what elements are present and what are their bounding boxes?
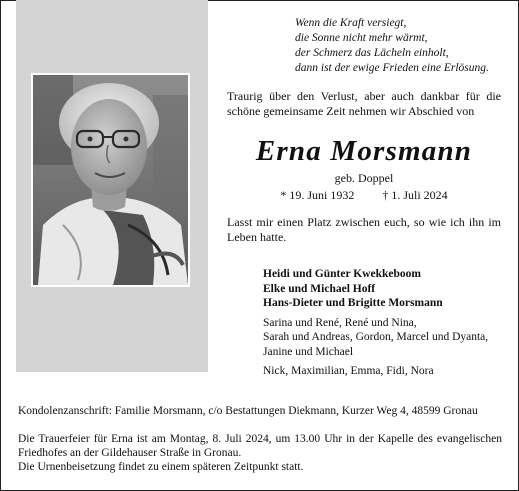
poem-line: die Sonne nicht mehr wärmt, [295, 32, 428, 44]
poem-line: der Schmerz das Lächeln einholt, [295, 47, 449, 59]
grandchildren-line: Janine und Michael [263, 345, 354, 358]
condolence-address: Kondolenzanschrift: Familie Morsmann, c/o Bestattungen Diekmann, Kurzer Weg 4, 48599 Gronau [18, 405, 478, 417]
life-dates [227, 188, 501, 203]
poem-line: dann ist der ewige Frieden eine Erlösung. [295, 62, 489, 74]
mourner-family: Hans-Dieter und Brigitte Morsmann [263, 297, 443, 309]
grandchildren-line: Sarah und Andreas, Gordon, Marcel und Dyanta, [263, 331, 489, 343]
funeral-service-text: Die Trauerfeier für Erna ist am Montag, 8. Juli 2024, um 13.00 Uhr in der Kapelle des evangelischen Friedhofes an der Gildehauser Straße in Gronau. [18, 433, 502, 459]
urn-burial-text: Die Urnenbeisetzung findet zu einem späteren Zeitpunkt statt. [18, 461, 304, 473]
intro-text: Traurig über den Verlust, aber auch dankbar für die schöne gemeinsame Zeit nehmen wir Abschied von [227, 89, 501, 118]
portrait-photo [33, 75, 188, 285]
mourners-list [263, 267, 508, 379]
quote-text: Lasst mir einen Platz zwischen euch, so wie ich ihn im Leben hatte. [227, 215, 501, 244]
great-grandchildren-line: Nick, Maximilian, Emma, Fidi, Nora [263, 365, 434, 377]
mourner-family: Elke und Michael Hoff [263, 282, 376, 295]
portrait-frame [31, 73, 190, 287]
birth-date: * 19. Juni 1932 [280, 188, 355, 202]
poem-line: Wenn die Kraft versiegt, [295, 17, 407, 29]
funeral-info [18, 432, 502, 474]
death-date: † 1. Juli 2024 [382, 188, 448, 202]
mourner-family: Heidi und Günter Kwekkeboom [263, 268, 421, 280]
poem [295, 16, 489, 76]
deceased-name: Erna Morsmann [255, 135, 473, 167]
grandchildren-line: Sarina und René, René und Nina, [263, 316, 417, 329]
maiden-name: geb. Doppel [334, 171, 394, 185]
